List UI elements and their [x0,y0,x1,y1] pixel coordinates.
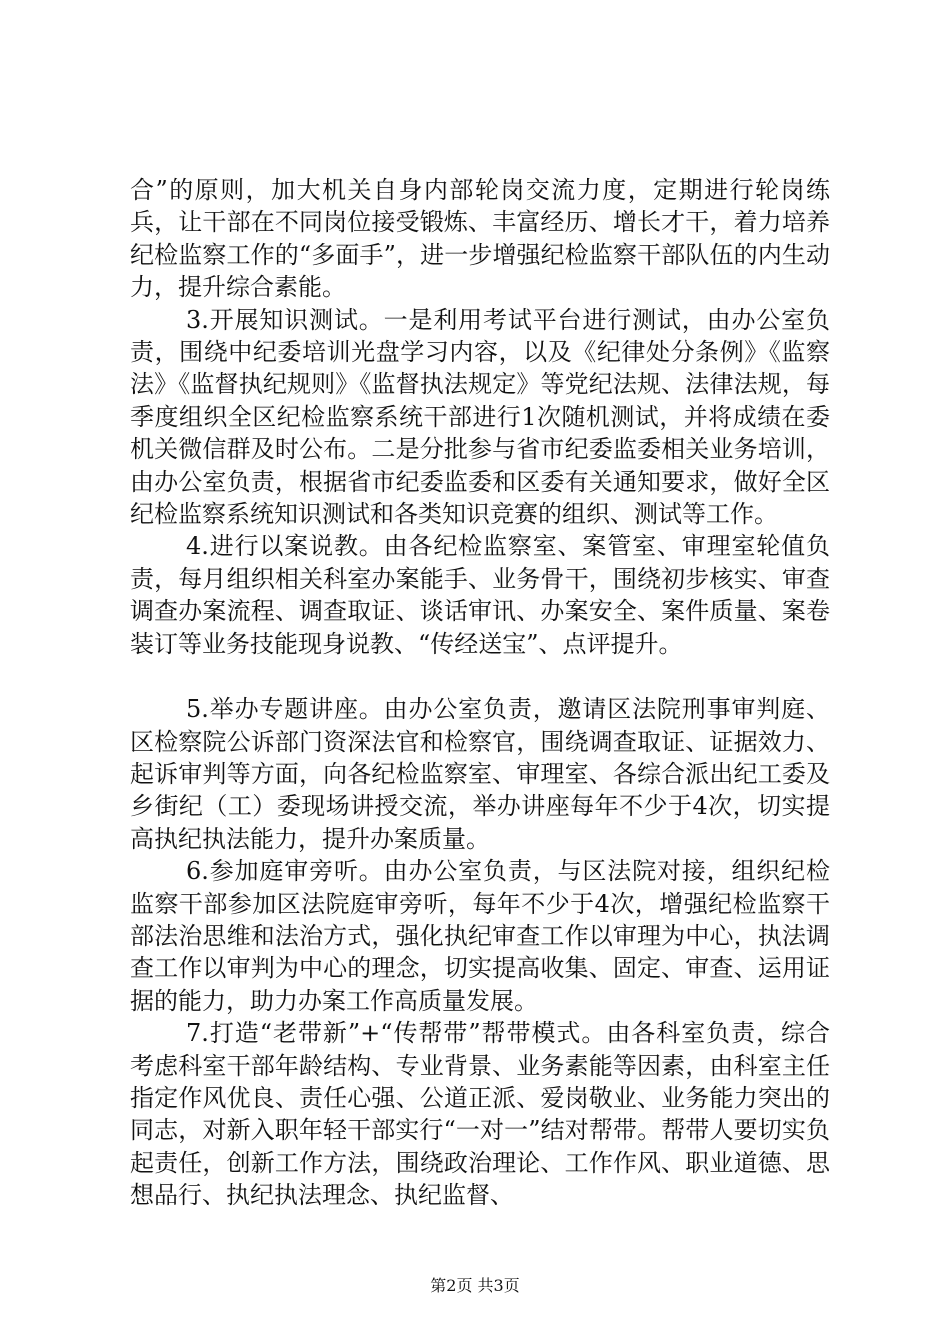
paragraph-mentoring: 7.打造“老带新”+“传帮带”帮带模式。由各科室负责，综合考虑科室干部年龄结构、专业背景、业务素能等因素，由科室主任指定作风优良、责任心强、公道正派、爱岗敬业、业务能力突出的同志，对新入职年轻干部实行“一对一”结对帮带。帮带人要切实负起责任，创新工作方法，围绕政治理论、工作作风、职业道德、思想品行、执纪执法理念、执纪监督、 [130,1019,830,1210]
paragraph-knowledge-test: 3.开展知识测试。一是利用考试平台进行测试，由办公室负责，围绕中纪委培训光盘学习内容，以及《纪律处分条例》《监察法》《监督执纪规则》《监督执法规定》等党纪法规、法律法规，每季度组织全区纪检监察系统干部进行1次随机测试，并将成绩在委机关微信群及时公布。二是分批参与省市纪委监委相关业务培训，由办公室负责，根据省市纪委监委和区委有关通知要求，做好全区纪检监察系统知识测试和各类知识竞赛的组织、测试等工作。 [130,305,830,529]
paragraph-lectures: 5.举办专题讲座。由办公室负责，邀请区法院刑事审判庭、区检察院公诉部门资深法官和检察官，围绕调查取证、证据效力、起诉审判等方面，向各纪检监察室、审理室、各综合派出纪工委及乡街纪（工）委现场讲授交流，举办讲座每年不少于4次，切实提高执纪执法能力，提升办案质量。 [130,695,830,853]
paragraph-case-teaching: 4.进行以案说教。由各纪检监察室、案管室、审理室轮值负责，每月组织相关科室办案能手、业务骨干，围绕初步核实、审查调查办案流程、调查取证、谈话审讯、办案安全、案件质量、案卷装订等业务技能现身说教、“传经送宝”、点评提升。 [130,532,830,658]
paragraph-continuation: 合”的原则，加大机关自身内部轮岗交流力度，定期进行轮岗练兵，让干部在不同岗位接受锻炼、丰富经历、增长才干，着力培养纪检监察工作的“多面手”，进一步增强纪检监察干部队伍的内生动力，提升综合素能。 [130,176,830,302]
body-text [130,174,830,1212]
paragraph-gap [130,660,830,693]
page-footer: 第2页 共3页 [430,1276,520,1295]
paragraph-court-hearing: 6.参加庭审旁听。由办公室负责，与区法院对接，组织纪检监察干部参加区法院庭审旁听，每年不少于4次，增强纪检监察干部法治思维和法治方式，强化执纪审查工作以审理为中心，执法调查工作以审判为中心的理念，切实提高收集、固定、审查、运用证据的能力，助力办案工作高质量发展。 [130,857,830,1015]
